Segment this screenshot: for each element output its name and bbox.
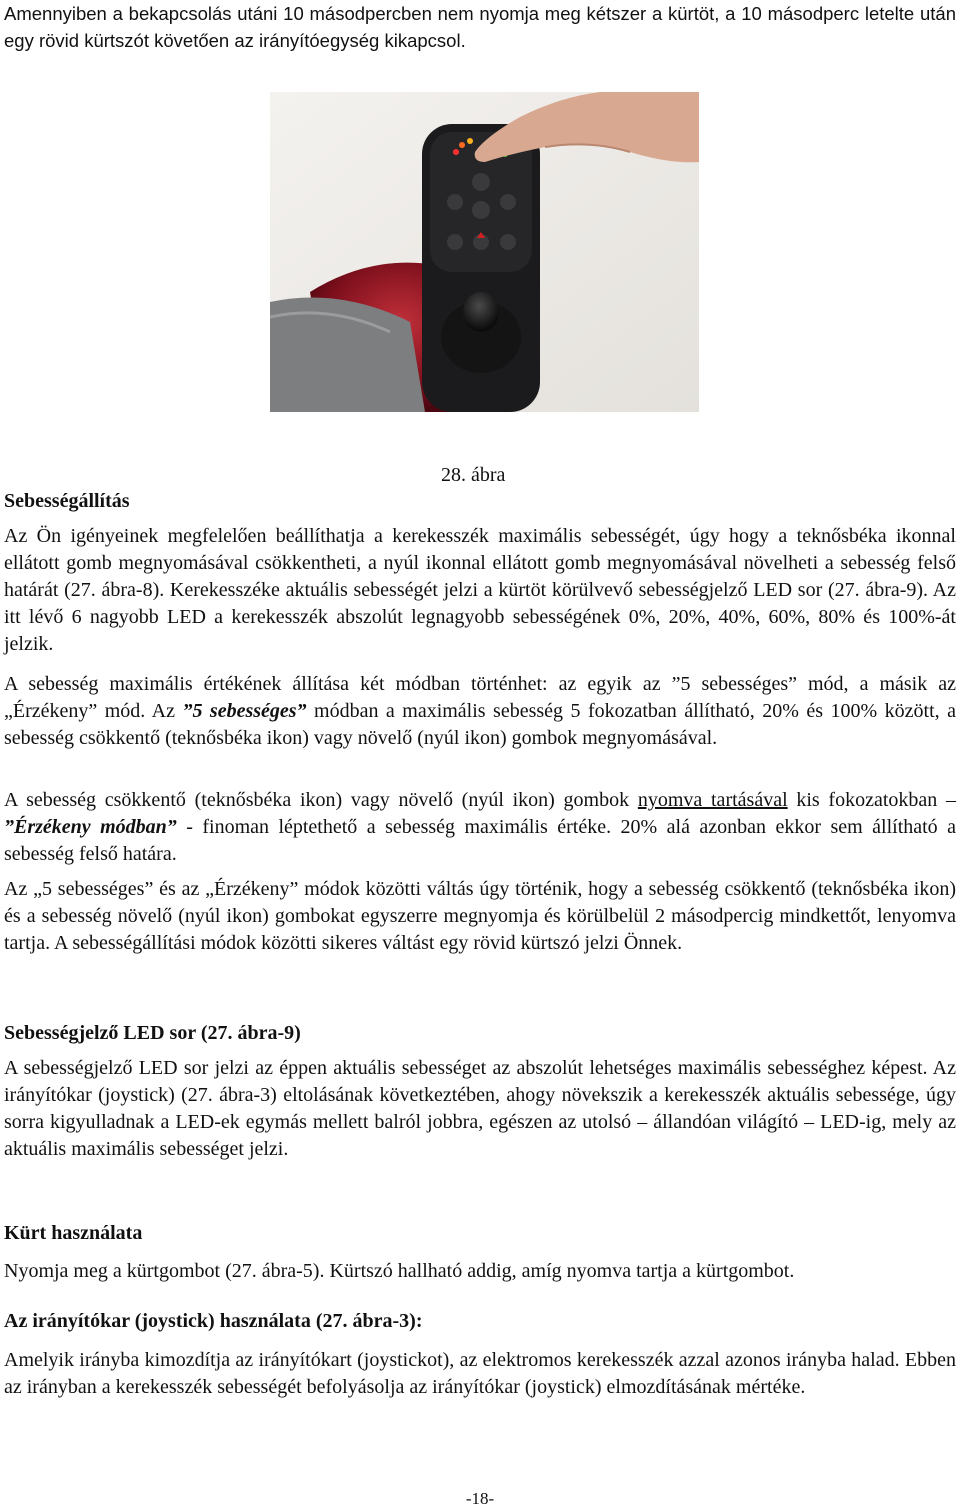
speed-paragraph-1 xyxy=(4,523,956,658)
led-paragraph xyxy=(4,1055,956,1163)
speed-paragraph-3-text-a: A sebesség csökkentő (teknősbéka ikon) vagy növelő (nyúl ikon) gombok xyxy=(4,789,638,811)
page-number: -18- xyxy=(465,1489,495,1508)
heading-horn: Kürt használata xyxy=(4,1222,143,1244)
speed-paragraph-1-text: Az Ön igényeinek megfelelően beállíthatja a kerekesszék maximális sebességét, úgy hogy a teknősbéka ikonnal ellátott gomb megnyomásával csökkentheti, a nyúl ikonnal ellátott gomb megnyomásával növelheti a sebesség felső határát (27. ábra-8). Kerekesszéke aktuális sebességét jelzi a kürtöt körülvevő sebességjelző LED sor (27. ábra-9). Az itt lévő 6 nagyobb LED a kerekesszék abszolút legnagyobb sebességének 0%, 20%, 40%, 60%, 80% és 100%-át jelzik. xyxy=(4,525,956,655)
heading-joystick: Az irányítókar (joystick) használata (27. ábra-3): xyxy=(4,1310,423,1332)
speed-paragraph-4 xyxy=(4,876,956,957)
speed-paragraph-3-bold: ”Érzékeny módban” xyxy=(4,816,177,838)
joystick-paragraph xyxy=(4,1347,956,1401)
speed-paragraph-2-text-b: módban a maximális sebesség 5 fokozatban állítható, 20% és 100% között, a sebesség csökkentő (teknősbéka ikon) vagy növelő (nyúl ikon) gombok megnyomásával. xyxy=(4,700,956,749)
heading-speed-setting: Sebességállítás xyxy=(4,490,130,512)
led-paragraph-text: A sebességjelző LED sor jelzi az éppen aktuális sebességet az abszolút lehetséges maximális sebességhez képest. Az irányítókar (joystick) (27. ábra-3) eltolásának következtében, ahogy növekszik a kerekesszék aktuális sebessége, úgy sorra kigyulladnak a LED-ek egymás mellett balról jobbra, egészen az utolsó – állandóan világító – LED-ig, mely az aktuális maximális sebességet jelzi. xyxy=(4,1057,956,1160)
controller-photo xyxy=(270,92,699,412)
speed-paragraph-3-underline: nyomva tartásával xyxy=(637,789,788,811)
joystick-paragraph-text: Amelyik irányba kimozdítja az irányítókart (joystickot), az elektromos kerekesszék azzal azonos irányba halad. Ebben az irányban a kerekesszék sebességét befolyásolja az irányítókar (joystick) elmozdításának mértéke. xyxy=(4,1349,956,1398)
speed-paragraph-3-text-c: - finoman léptethető a sebesség maximális értéke. 20% alá azonban ekkor sem állítható a sebesség felső határa. xyxy=(4,816,957,865)
controller-photo-drawing xyxy=(270,92,699,412)
speed-paragraph-2 xyxy=(4,671,956,752)
speed-paragraph-2-text-a: A sebesség maximális értékének állítása két módban történhet: az egyik az ”5 sebességes” mód, a másik az „Érzékeny” mód. Az xyxy=(4,673,956,722)
intro-paragraph: Amennyiben a bekapcsolás utáni 10 másodpercben nem nyomja meg kétszer a kürtöt, a 10 másodperc letelte után egy rövid kürtszót követően az irányítóegység kikapcsol. xyxy=(4,3,956,51)
speed-paragraph-4-text: Az „5 sebességes” és az „Érzékeny” módok közötti váltás úgy történik, hogy a sebesség csökkentő (teknősbéka ikon) és a sebesség növelő (nyúl ikon) gombokat egyszerre megnyomja és körülbelül 2 másodpercig mindkettőt, lenyomva tartja. A sebességállítási módok közötti sikeres váltást egy rövid kürtszó jelzi Önnek. xyxy=(4,878,956,954)
speed-paragraph-3-text-b: kis fokozatokban – xyxy=(787,789,957,811)
horn-paragraph-text: Nyomja meg a kürtgombot (27. ábra-5). Kürtszó hallható addig, amíg nyomva tartja a kürtgombot. xyxy=(4,1260,795,1282)
horn-paragraph xyxy=(4,1258,956,1285)
speed-paragraph-3 xyxy=(4,787,956,868)
speed-paragraph-2-bold: ”5 sebességes” xyxy=(182,700,307,722)
figure-caption: 28. ábra xyxy=(441,464,506,486)
heading-led-row: Sebességjelző LED sor (27. ábra-9) xyxy=(4,1022,301,1044)
